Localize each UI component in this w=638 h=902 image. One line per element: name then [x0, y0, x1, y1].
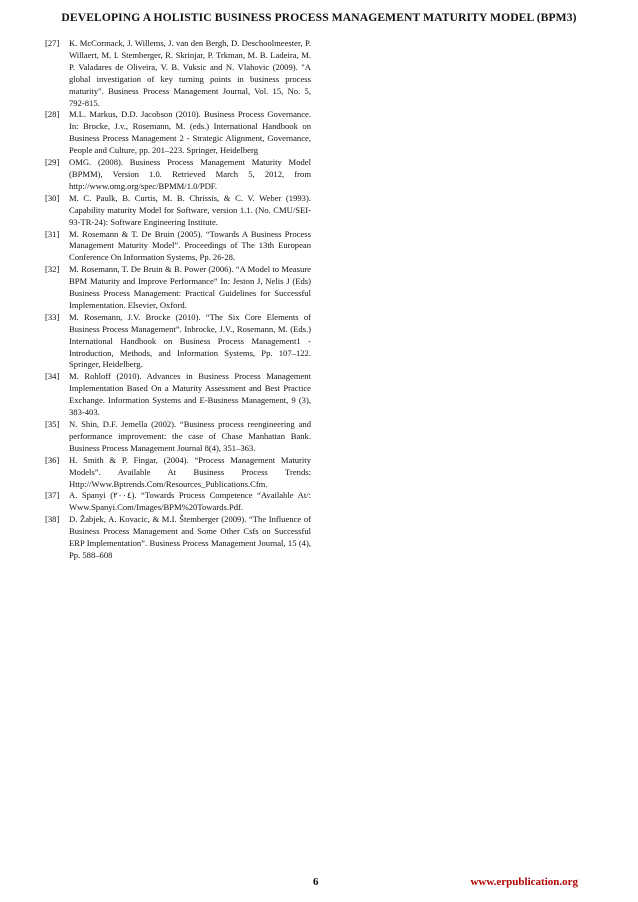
- reference-number: [37]: [45, 490, 60, 501]
- reference-30: [45, 193, 311, 229]
- reference-text: M.L. Markus, D.D. Jacobson (2010). Business Process Governance. In: Brocke, J.v., Rosemann, M. (eds.) International Handbook on Business Process Management 2 - Strategic Alignment, Governance, People and Culture, pp. 201–223. Springer, Heidelberg: [69, 109, 311, 156]
- reference-text: N. Shin, D.F. Jemella (2002). “Business process reengineering and performance improvement: the case of Chase Manhattan Bank. Business Process Management Journal 8(4), 351–363.: [69, 419, 311, 453]
- reference-number: [28]: [45, 109, 60, 120]
- reference-number: [35]: [45, 419, 60, 429]
- reference-number: [29]: [45, 157, 60, 168]
- reference-number: [33]: [45, 311, 60, 322]
- reference-text: D. Žabjek, A. Kovacic, & M.I. Štemberger (2009). “The Influence of Business Process Management and Some Other Csfs on Successful ERP Implementation”. Business Process Management Journal, 15 (4), Pp. 588–608: [69, 514, 311, 560]
- publisher-website: www.erpublication.org: [470, 876, 578, 888]
- reference-38: [45, 514, 311, 562]
- reference-number: [30]: [45, 192, 60, 203]
- reference-text: M. C. Paulk, B. Curtis, M. B. Chrissis, & C. V. Weber (1993). Capability maturity Model for Software, version 1.1. (No. CMU/SEI-93-TR-24): Software Engineering Institute.: [69, 192, 311, 227]
- running-header: DEVELOPING A HOLISTIC BUSINESS PROCESS MANAGEMENT MATURITY MODEL (BPM3): [61, 11, 577, 24]
- reference-number: [34]: [45, 371, 60, 382]
- reference-number: [27]: [45, 38, 60, 48]
- reference-number: [38]: [45, 514, 60, 525]
- reference-32: [45, 264, 311, 312]
- reference-text: K. McCormack, J. Willems, J. van den Bergh, D. Deschoolmeester, P. Willaert, M. I. Stemberger, R. Skrinjar, P. Trkman, M. B. Ladeira, M. P. Valadares de Oliveira, V. B. Vuksic and N. Vlahovic (2009). "A global investigation of key turning points in business process maturity". Business Process Management Journal, Vol. 15, No. 5, 792-815.: [69, 38, 311, 108]
- reference-text: M. Rosemann, T. De Bruin & B. Power (2006). “A Model to Measure BPM Maturity and Improve Performance” In: Jeston J, Nelis J (Eds) Business Process Management: Practical Guidelines for Successful Implementation. Elsevier, Oxford.: [69, 264, 311, 310]
- reference-28: [45, 109, 311, 157]
- reference-text: H. Smith & P. Fingar, (2004). “Process Management Maturity Models”. Available At Business Process Trends: Http://Www.Bptrends.Com/Resources_Publications.Cfm.: [69, 454, 311, 489]
- reference-number: [32]: [45, 264, 60, 275]
- reference-text: M. Rosemann & T. De Bruin (2005). “Towards A Business Process Management Maturity Model”. Proceedings of The 13th European Conference On Information Systems, Pp. 26-28.: [69, 228, 311, 263]
- page-number: 6: [313, 876, 319, 888]
- reference-31: [45, 229, 311, 265]
- reference-number: [36]: [45, 454, 60, 465]
- reference-33: [45, 312, 311, 372]
- reference-35: [45, 419, 311, 455]
- reference-text: M. Rosemann, J.V. Brocke (2010). “The Six Core Elements of Business Process Management”. Inbrocke, J.V., Rosemann, M. (Eds.) International Handbook on Business Process Management1 - Introduction, Methods, and Information Systems, Pp. 107–122. Springer, Heidelberg.: [69, 311, 311, 370]
- reference-36: [45, 455, 311, 491]
- reference-29: [45, 157, 311, 193]
- reference-text: M. Rohloff (2010). Advances in Business Process Management Implementation Based On a Maturity Assessment and Best Practice Exchange. Information Systems and E-Business Management, 9 (3), 383-403.: [69, 371, 311, 418]
- reference-34: [45, 371, 311, 419]
- reference-27: [45, 38, 311, 109]
- reference-list: [45, 38, 311, 562]
- reference-text: OMG. (2008). Business Process Management Maturity Model (BPMM), Version 1.0. Retrieved March 5, 2012, from http://www.omg.org/spec/BPMM/1.0/PDF.: [69, 157, 311, 191]
- reference-37: [45, 490, 311, 514]
- reference-text: A. Spanyi (٢٠٠٤). “Towards Process Competence “Available At/: Www.Spanyi.Com/Images/BPM%20Towards.Pdf.: [69, 490, 311, 513]
- reference-number: [31]: [45, 228, 60, 239]
